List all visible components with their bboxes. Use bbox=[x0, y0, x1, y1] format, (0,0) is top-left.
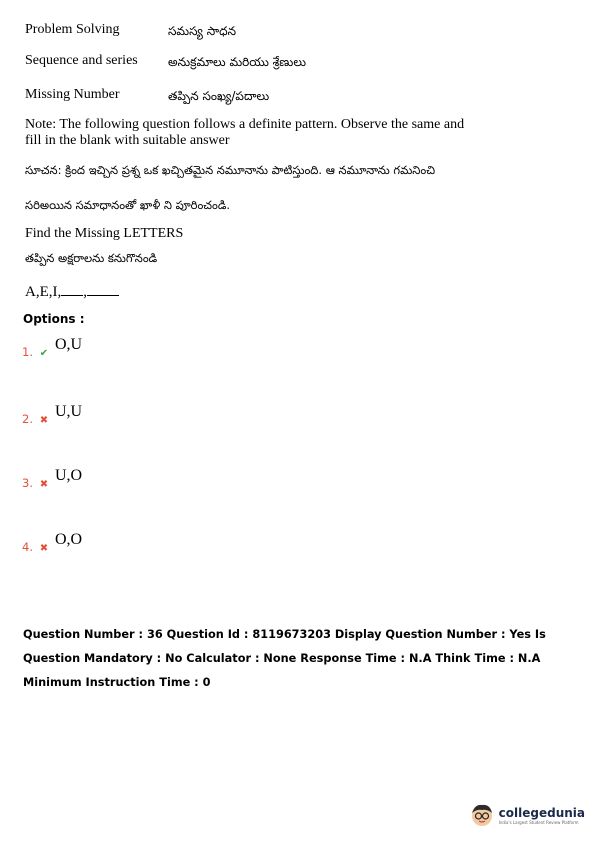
cross-icon: ✖ bbox=[39, 479, 49, 490]
topic-label: Problem Solving bbox=[25, 22, 120, 37]
option-number: 2. bbox=[22, 412, 33, 426]
option-text: O,U bbox=[54, 336, 83, 353]
logo-name: collegedunia bbox=[498, 805, 585, 820]
collegedunia-logo bbox=[469, 802, 585, 828]
question-info: Question Number : 36 Question Id : 8119673203 Display Question Number : Yes Is Question Mandatory : No Calculator : None Response Time : N.A Think Time : N.A Minimum Instruction Time : 0 bbox=[23, 628, 546, 689]
topic-telugu: సమస్య సాధన bbox=[168, 24, 236, 38]
mascot-icon bbox=[469, 802, 495, 828]
option-number: 3. bbox=[22, 476, 33, 490]
check-icon: ✔ bbox=[39, 348, 49, 359]
option-number: 1. bbox=[22, 345, 33, 359]
category-telugu: తప్పిన సంఖ్య/పదాలు bbox=[168, 89, 270, 103]
option-3[interactable] bbox=[22, 467, 83, 492]
options-label: Options : bbox=[23, 312, 85, 326]
sequence-text: A,E,I, bbox=[25, 284, 62, 300]
subtopic-label: Sequence and series bbox=[25, 53, 138, 68]
option-2[interactable] bbox=[22, 403, 83, 428]
blank-1 bbox=[61, 283, 83, 296]
option-text: U,U bbox=[54, 403, 83, 420]
blank-2 bbox=[87, 283, 119, 296]
option-4[interactable] bbox=[22, 531, 83, 556]
question-heading: Find the Missing LETTERS bbox=[25, 226, 184, 241]
note-telugu-line1: సూచన: క్రింద ఇచ్చిన ప్రశ్న ఒక ఖచ్చితమైన నమూనాను పాటిస్తుంది. ఆ నమూనాను గమనించి bbox=[25, 163, 435, 177]
question-sequence bbox=[25, 283, 119, 301]
sequence-separator: , bbox=[83, 284, 87, 300]
option-number: 4. bbox=[22, 540, 33, 554]
option-text: U,O bbox=[54, 467, 83, 484]
subtopic-telugu: అనుక్రమాలు మరియు శ్రేణులు bbox=[168, 55, 306, 69]
category-label: Missing Number bbox=[25, 87, 120, 102]
cross-icon: ✖ bbox=[39, 415, 49, 426]
note-english: Note: The following question follows a definite pattern. Observe the same and fill in the blank with suitable answer bbox=[25, 117, 465, 148]
note-telugu-line2: సరిఅయిన సమాధానంతో ఖాళీ ని పూరించండి. bbox=[25, 198, 231, 212]
question-telugu: తప్పిన అక్షరాలను కనుగొనండి bbox=[25, 251, 158, 265]
cross-icon: ✖ bbox=[39, 543, 49, 554]
option-text: O,O bbox=[54, 531, 83, 548]
logo-tagline: India's Largest Student Review Platform bbox=[498, 819, 579, 825]
option-1[interactable] bbox=[22, 336, 83, 361]
